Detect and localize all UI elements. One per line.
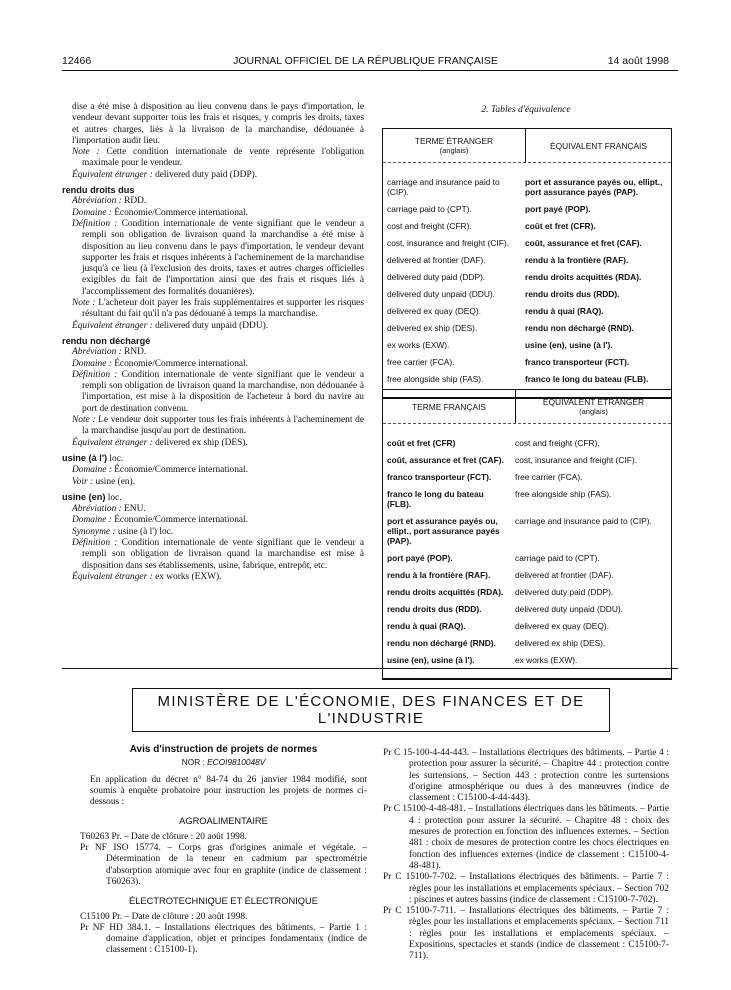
table-cell: free carrier (FCA). (515, 472, 583, 482)
table-cell: rendu non déchargé (RND). (525, 323, 634, 333)
table-cell: rendu à quai (RAQ). (525, 306, 604, 316)
table-cell: coût et fret (CFR) (387, 438, 456, 448)
table-cell: coût et fret (CFR). (525, 221, 596, 231)
list-item: C15100 Pr. – Date de clôture : 20 août 1998. (80, 911, 248, 922)
table-row (383, 489, 671, 509)
intro-note: Cette condition internationale de vente représente l'obligation maximale pour le vendeur. (82, 147, 364, 169)
table-cell: carriage and insurance paid to (CIP). (515, 516, 652, 526)
page-date: 14 août 1998 (607, 55, 669, 67)
table-cell: delivered duty unpaid (DDU). (515, 604, 623, 614)
table-cell: franco transporteur (FCT). (387, 472, 492, 482)
term-usine-a-l: usine (à l') loc. (62, 452, 124, 464)
table-cell: port payé (POP). (387, 553, 453, 563)
intro-equivalent: delivered duty paid (DDP). (155, 169, 258, 180)
table-row (383, 604, 671, 614)
tables-title: 2. Tables d'équivalence (481, 104, 571, 115)
definition-text: Condition internationale de vente signifiant que le vendeur a rempli son obligation de livraison quand la marchandise est mise à disposition dans ses établissements, usine, fabrique, entrepôt, etc. (82, 537, 365, 571)
table-row (383, 472, 671, 482)
list-item: Pr C 15100-7-702. – Installations électriques des bâtiments. – Partie 7 : règles pour les installations et emplacements spéciaux. – Section 702 : piscines et autres bassins (indice de classement : C15100-7-702). (383, 872, 669, 905)
table-cell: rendu à quai (RAQ). (387, 621, 466, 631)
equivalence-table-french-english: TERME FRANÇAIS ÉQUIVALENT ÉTRANGER (anglais) coût et fret (CFR) cost and freight (CFR). coût, assurance et fret (CAF). cost, insurance and freight (CIF). franco transporteur (FCT). free carrier (FCA). franco le long du bateau (FLB). free alongside ship (FAS). port et assurance payés ou, ellipt., port assurance payés (PAP). carriage and insurance paid to (CIP). port payé (POP). carriage paid to (CPT). rendu à la frontière (RAF). delivered at frontier (DAF). rendu droits acquittés (RDA). delivered duty paid (DDP). rendu droits dus (RDD). delivered duty unpaid (DDU). rendu à quai (RAQ). delivered ex quay (DEQ). rendu non déchargé (RND). delivered ex ship (DES). usine (en), usine (à l'). ex works (EXW). (382, 389, 672, 680)
table-cell: usine (en), usine (à l'). (387, 655, 475, 665)
table-row (383, 306, 671, 316)
table-body (383, 163, 671, 397)
avis-left-column (80, 744, 367, 957)
header-rule (62, 70, 678, 71)
intro-text: dise a été mise à disposition au lieu convenu dans le pays d'importation, le vendeur devant supporter tous les frais et risques, y compris les droits, taxes et autres charges, liés à la livraison de la marchandise, dédouanée à l'importation audit lieu. (72, 102, 364, 146)
table-row (383, 638, 671, 648)
table-cell: free carrier (FCA). (387, 357, 455, 367)
table-cell: delivered ex quay (DEQ). (387, 306, 482, 316)
table-row (383, 357, 671, 367)
table-cell: rendu droits dus (RDD). (525, 289, 620, 299)
table-cell: carriage and insurance paid to (CIP). (387, 177, 500, 197)
table-cell: franco le long du bateau (FLB). (387, 489, 484, 509)
table-row (383, 621, 671, 631)
table-cell: free alongside ship (FAS). (387, 374, 484, 384)
table-row (383, 272, 671, 282)
table-cell: delivered at frontier (DAF). (515, 570, 614, 580)
term-usine-en: usine (en) loc. (62, 491, 122, 503)
table-cell: coût, assurance et fret (CAF). (387, 455, 504, 465)
table-row (383, 177, 671, 197)
table-row (383, 238, 671, 248)
table-row (383, 570, 671, 580)
nor-reference: NOR : ECOI9810048V (181, 757, 266, 768)
table-cell: rendu non déchargé (RND). (387, 638, 496, 648)
list-item: Pr NF ISO 15774. – Corps gras d'origines animale et végétale. – Détermination de la teneur en cadmium par spectrométrie d'absorption atomique avec four en graphite (indice de classement : T60263). (80, 843, 367, 887)
table-row (383, 221, 671, 231)
table-cell: franco transporteur (FCT). (525, 357, 630, 367)
table-row (383, 204, 671, 214)
table-cell: delivered duty paid (DDP). (387, 272, 486, 282)
table-cell: rendu droits acquittés (RDA). (387, 587, 504, 597)
table-row (383, 255, 671, 265)
table-cell: rendu droits dus (RDD). (387, 604, 482, 614)
avis-right-column (383, 748, 669, 963)
section-rule (62, 668, 678, 669)
table-cell: cost and freight (CFR). (387, 221, 472, 231)
term-rendu-droits-dus: rendu droits dus (62, 185, 135, 196)
table-row (383, 587, 671, 597)
table-row (383, 374, 671, 384)
table-body (383, 424, 671, 678)
section-electrotechnique: ÉLECTROTECHNIQUE ET ÉLECTRONIQUE (129, 896, 318, 907)
journal-title: JOURNAL OFFICIEL DE LA RÉPUBLIQUE FRANÇAISE (233, 55, 498, 67)
table-cell: delivered ex ship (DES). (515, 638, 606, 648)
table-cell: port et assurance payés ou, ellipt., port assurance payés (PAP). (525, 177, 663, 197)
table-cell: port payé (POP). (525, 204, 591, 214)
ministry-title: MINISTÈRE DE L'ÉCONOMIE, DES FINANCES ET DE L'INDUSTRIE (132, 688, 610, 732)
table-cell: rendu à la frontière (RAF). (525, 255, 629, 265)
table-row (383, 289, 671, 299)
table-cell: carriage paid to (CPT). (387, 204, 472, 214)
table-row (383, 340, 671, 350)
table-cell: port et assurance payés ou, ellipt., port assurance payés (PAP). (387, 516, 500, 546)
list-item: T60263 Pr. – Date de clôture : 20 août 1998. (80, 831, 247, 842)
table-cell: usine (en), usine (à l'). (525, 340, 613, 350)
term-rendu-non-decharge: rendu non déchargé (62, 335, 151, 346)
table-cell: coût, assurance et fret (CAF). (525, 238, 642, 248)
list-item: Pr C 15-100-4-44-443. – Installations électriques des bâtiments. – Partie 4 : protection pour assurer la sécurité. – Chapitre 44 : protection contre les surtensions. – Section 443 : protection contre les surtensions d'origine atmosphérique ou dues à des manœuvres (indice de classement : C15100-4-44-443). (383, 748, 669, 804)
table-cell: ex works (EXW). (515, 655, 578, 665)
avis-intro: En application du décret n° 84-74 du 26 janvier 1984 modifié, sont soumis à enquête probatoire pour instruction les projets de normes ci-dessous : (90, 774, 367, 808)
table-cell: rendu à la frontière (RAF). (387, 570, 491, 580)
section-agroalimentaire: AGROALIMENTAIRE (179, 816, 268, 827)
table-cell: cost and freight (CFR). (515, 438, 600, 448)
table-cell: rendu droits acquittés (RDA). (525, 272, 642, 282)
avis-title: Avis d'instruction de projets de normes (129, 744, 318, 755)
table-row (383, 323, 671, 333)
equivalence-table-english-french: TERME ÉTRANGER (anglais) ÉQUIVALENT FRANÇAIS carriage and insurance paid to (CIP). port et assurance payés ou, ellipt., port assurance payés (PAP). carriage paid to (CPT). port payé (POP). cost and freight (CFR). coût et fret (CFR). cost, insurance and freight (CIF). coût, assurance et fret (CAF). delivered at frontier (DAF). rendu à la frontière (RAF). delivered duty paid (DDP). rendu droits acquittés (RDA). delivered duty unpaid (DDU). rendu droits dus (RDD). delivered ex quay (DEQ). rendu à quai (RAQ). delivered ex ship (DES). rendu non déchargé (RND). ex works (EXW). usine (en), usine (à l'). free carrier (FCA). franco transporteur (FCT). free alongside ship (FAS). franco le long du bateau (FLB). (382, 128, 672, 399)
table-cell: cost, insurance and freight (CIF). (387, 238, 509, 248)
definitions-column: dise a été mise à disposition au lieu convenu dans le pays d'importation, le vendeur devant supporter tous les frais et risques, y compris les droits, taxes et autres charges, liés à la livraison de la marchandise, dédouanée à l'importation audit lieu. Note : Cette condition internationale de vente représente l'obligation maximale pour le vendeur. Équivalent étranger : delivered duty paid (DDP). rendu droits dus Abréviation : RDD. Domaine : Économie/Commerce international. Définition : Condition internationale de vente signifiant que le vendeur a rempli son obligation de livraison quand la marchandise a été mise à disposition au lieu convenu dans le pays d'importation, le vendeur devant supporter les frais et risques inhérents à l'acheminement de la marchandise jusqu'à ce lieu (à l'exclusion des droits, taxes et autres charges officielles exigibles du fait de l'importation ainsi que des frais et risques liés à l'accomplissement des formalités douanières). Note : L'acheteur doit payer les frais supplémentaires et supporter les risques résultant du fait qu'il n'a pas dédouané à temps la marchandise. Équivalent étranger : delivered duty unpaid (DDU). rendu non déchargé Abréviation : RND. Domaine : Économie/Commerce international. Définition : Condition internationale de vente signifiant que le vendeur a rempli son obligation de livraison quand la marchandise, non dédouanée à l'importation, est mise à la disposition de l'acheteur à bord du navire au port de destination convenu. Note : Le vendeur doit supporter tous les frais inhérents à l'acheminement de la marchandise jusqu'au port de destination. Équivalent étranger : delivered ex ship (DES). usine (à l') loc. Domaine : Économie/Commerce international. Voir : usine (en). usine (en) loc. Abréviation : ENU. Domaine : Économie/Commerce international. Synonyme : usine (à l') loc. Définition : Condition internationale de vente signifiant que le vendeur a rempli son obligation de livraison quand la marchandise est mise à disposition dans ses établissements, usine, fabrique, entrepôt, etc. Équivalent étranger : ex works (EXW). (62, 102, 365, 582)
table-cell: delivered duty paid (DDP). (515, 587, 614, 597)
table-row (383, 553, 671, 563)
table-cell: free alongside ship (FAS). (515, 489, 612, 499)
list-item: Pr C 15100-7-711. – Installations électriques des bâtiments. – Partie 7 : règles pour les installations et emplacements spéciaux. – Section 711 : règles pour les installations et emplacements spéciaux. – Expositions, spectacles et stands (indice de classement : C15100-7-711). (383, 906, 669, 962)
table-row (383, 455, 671, 465)
table-cell: delivered ex quay (DEQ). (515, 621, 610, 631)
table-cell: ex works (EXW). (387, 340, 450, 350)
page-number: 12466 (62, 55, 92, 67)
table-cell: franco le long du bateau (FLB). (525, 374, 649, 384)
definition-text: Condition internationale de vente signifiant que le vendeur a rempli son obligation de livraison quand la marchandise, non dédouanée à l'importation, est mise à la disposition de l'acheteur à bord du navire au port de destination convenu. (82, 369, 365, 414)
table-row (383, 516, 671, 546)
list-item: Pr C 15100-4-48-481. – Installations électriques dans les bâtiments. – Partie 4 : protection pour assurer la sécurité. – Chapitre 48 : choix des mesures de protection en fonction des influences externes. – Section 481 : choix de mesures de protection contre les chocs électriques en fonction des influences externes (indice de classement : C15100-4-48-481). (383, 804, 669, 871)
table-row (383, 655, 671, 665)
list-item: Pr NF HD 384.1. – Installations électriques des bâtiments. – Partie 1 : domaine d'application, objet et principes fondamentaux (indice de classement : C15100-1). (80, 922, 367, 956)
table-cell: delivered duty unpaid (DDU). (387, 289, 495, 299)
table-cell: carriage paid to (CPT). (515, 553, 600, 563)
table-cell: cost, insurance and freight (CIF). (515, 455, 637, 465)
definition-text: Condition internationale de vente signifiant que le vendeur a rempli son obligation de livraison quand la marchandise a été mise à disposition au lieu convenu dans le pays d'importation, le vendeur devant supporter les frais et risques inhérents à l'acheminement de la marchandise jusqu'à ce lieu (à l'exclusion des droits, taxes et autres charges officielles exigibles du fait de l'importation ainsi que des frais et risques liés à l'accomplissement des formalités douanières). (82, 218, 365, 297)
table-row (383, 438, 671, 448)
table-cell: delivered at frontier (DAF). (387, 255, 486, 265)
table-cell: delivered ex ship (DES). (387, 323, 478, 333)
